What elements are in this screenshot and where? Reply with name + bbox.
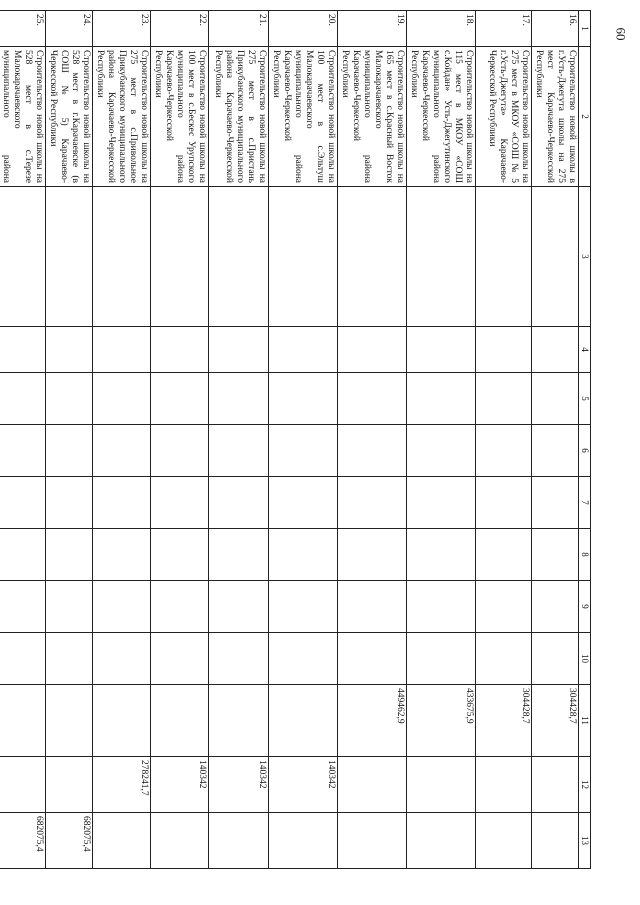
value-cell-9: [0, 581, 46, 633]
project-name-cell: Строительство новой школы на 528 мест в г.Карачаевске (в СОШ № 5) Карачаево-Черкесской Республики: [46, 47, 93, 187]
value-cell-5: [269, 373, 338, 425]
value-cell-7: [407, 477, 476, 529]
header-cell: 5: [579, 373, 591, 425]
row-number-cell: 19.: [338, 11, 407, 47]
value-cell-7: [151, 477, 209, 529]
header-cell: 13: [579, 813, 591, 869]
value-cell-12: 140342: [209, 757, 269, 813]
table-row: [476, 11, 532, 869]
value-cell-8: [46, 529, 93, 581]
value-cell-13: 682075,4: [46, 813, 93, 869]
table-row: [269, 11, 338, 869]
row-number-cell: 22.: [151, 11, 209, 47]
value-cell-5: [46, 373, 93, 425]
value-cell-6: [532, 425, 579, 477]
value-cell-10: [476, 633, 532, 685]
value-cell-11: 304428,7: [476, 685, 532, 757]
header-cell: 8: [579, 529, 591, 581]
value-cell-12: [476, 757, 532, 813]
value-cell-5: [151, 373, 209, 425]
value-cell-7: [532, 477, 579, 529]
value-cell-8: [476, 529, 532, 581]
table-row: [46, 11, 93, 869]
value-cell-9: [532, 581, 579, 633]
value-cell-6: [476, 425, 532, 477]
value-cell-10: [269, 633, 338, 685]
value-cell-10: [338, 633, 407, 685]
value-cell-7: [338, 477, 407, 529]
value-cell-8: [209, 529, 269, 581]
value-cell-11: 433675,9: [407, 685, 476, 757]
row-number-cell: 21.: [209, 11, 269, 47]
project-name-cell: Строительство новой школы на 100 мест в с.Бескес Урупского муниципального района Карачаево-Черкесской Республики: [151, 47, 209, 187]
value-cell-3: [338, 187, 407, 327]
value-cell-7: [0, 477, 46, 529]
table-row: [532, 11, 579, 869]
value-cell-5: [338, 373, 407, 425]
header-cell: 9: [579, 581, 591, 633]
table-row: [338, 11, 407, 869]
project-name-cell: Строительство новой школы на 275 мест в с.Пристань Прикубанского муниципального района Карачаево-Черкесской Республики: [209, 47, 269, 187]
value-cell-12: 278241,7: [93, 757, 151, 813]
row-number-cell: 23.: [93, 11, 151, 47]
value-cell-13: 682075,4: [0, 813, 46, 869]
project-name-cell: Строительство новой школы на 528 мест в с.Терезе Малокарачаевского муниципального района: [0, 47, 46, 187]
value-cell-9: [407, 581, 476, 633]
value-cell-13: [93, 813, 151, 869]
value-cell-3: [269, 187, 338, 327]
value-cell-6: [269, 425, 338, 477]
table-row: [151, 11, 209, 869]
value-cell-6: [209, 425, 269, 477]
value-cell-3: [407, 187, 476, 327]
value-cell-3: [532, 187, 579, 327]
table-row: [93, 11, 151, 869]
row-number-cell: 18.: [407, 11, 476, 47]
header-cell: 10: [579, 633, 591, 685]
value-cell-8: [407, 529, 476, 581]
value-cell-4: [532, 327, 579, 373]
value-cell-11: [209, 685, 269, 757]
value-cell-11: [93, 685, 151, 757]
value-cell-12: [0, 757, 46, 813]
value-cell-4: [93, 327, 151, 373]
header-cell: 11: [579, 685, 591, 757]
value-cell-9: [338, 581, 407, 633]
value-cell-10: [407, 633, 476, 685]
value-cell-10: [93, 633, 151, 685]
value-cell-6: [407, 425, 476, 477]
value-cell-3: [209, 187, 269, 327]
header-cell: 3: [579, 187, 591, 327]
value-cell-8: [269, 529, 338, 581]
value-cell-10: [151, 633, 209, 685]
header-cell: 4: [579, 327, 591, 373]
value-cell-6: [0, 425, 46, 477]
value-cell-12: 140342: [151, 757, 209, 813]
value-cell-6: [93, 425, 151, 477]
value-cell-4: [407, 327, 476, 373]
value-cell-4: [209, 327, 269, 373]
value-cell-12: 140342: [269, 757, 338, 813]
project-name-cell: Строительство новой школы на 275 мест в с.Привольное Прикубанского муниципального района Карачаево-Черкесской Республики: [93, 47, 151, 187]
value-cell-5: [209, 373, 269, 425]
header-cell: 7: [579, 477, 591, 529]
header-cell: 6: [579, 425, 591, 477]
value-cell-7: [209, 477, 269, 529]
value-cell-12: [532, 757, 579, 813]
value-cell-8: [532, 529, 579, 581]
value-cell-9: [269, 581, 338, 633]
value-cell-10: [46, 633, 93, 685]
value-cell-3: [151, 187, 209, 327]
value-cell-12: [338, 757, 407, 813]
table-row: [407, 11, 476, 869]
row-number-cell: 17.: [476, 11, 532, 47]
value-cell-5: [93, 373, 151, 425]
value-cell-11: 304428,7: [532, 685, 579, 757]
value-cell-7: [46, 477, 93, 529]
project-name-cell: Строительство новой школы на 165 мест в с.Красный Восток Малокарачаевского муниципального района Карачаево-Черкесской Республики: [338, 47, 407, 187]
value-cell-4: [0, 327, 46, 373]
value-cell-9: [93, 581, 151, 633]
value-cell-7: [269, 477, 338, 529]
value-cell-5: [476, 373, 532, 425]
project-name-cell: Строительство новой школы в г.Усть-Джегута школы на 275 мест Карачаево-Черкесской Республики: [532, 47, 579, 187]
value-cell-10: [532, 633, 579, 685]
value-cell-11: [269, 685, 338, 757]
value-cell-3: [93, 187, 151, 327]
header-cell: 2: [579, 47, 591, 187]
row-number-cell: 16.: [532, 11, 579, 47]
value-cell-13: [269, 813, 338, 869]
value-cell-13: [209, 813, 269, 869]
value-cell-7: [93, 477, 151, 529]
row-number-cell: 20.: [269, 11, 338, 47]
value-cell-4: [476, 327, 532, 373]
value-cell-9: [476, 581, 532, 633]
value-cell-4: [269, 327, 338, 373]
header-cell: 1: [579, 11, 591, 47]
value-cell-10: [0, 633, 46, 685]
project-name-cell: Строительство новой школы на 275 мест в МКОУ «СОШ № 5 г.Усть-Джегута» Карачаево-Черкесской Республики: [476, 47, 532, 187]
table-row: [209, 11, 269, 869]
row-number-cell: 25.: [0, 11, 46, 47]
value-cell-12: [407, 757, 476, 813]
value-cell-8: [151, 529, 209, 581]
value-cell-4: [338, 327, 407, 373]
value-cell-3: [0, 187, 46, 327]
investment-table: [0, 10, 591, 869]
table-row: [0, 11, 46, 869]
value-cell-8: [338, 529, 407, 581]
value-cell-11: 449462,9: [338, 685, 407, 757]
value-cell-13: [532, 813, 579, 869]
value-cell-8: [0, 529, 46, 581]
value-cell-11: [0, 685, 46, 757]
value-cell-8: [93, 529, 151, 581]
value-cell-13: [476, 813, 532, 869]
value-cell-5: [0, 373, 46, 425]
value-cell-13: [407, 813, 476, 869]
value-cell-13: [151, 813, 209, 869]
project-name-cell: Строительство новой школы на 100 мест в с.Эльтуш Малокарачаевского муниципального района Карачаево-Черкесской Республики: [269, 47, 338, 187]
value-cell-3: [476, 187, 532, 327]
value-cell-9: [209, 581, 269, 633]
page-number: 60: [613, 27, 628, 41]
table-body: [0, 11, 591, 869]
row-number-cell: 24.: [46, 11, 93, 47]
value-cell-9: [46, 581, 93, 633]
value-cell-9: [151, 581, 209, 633]
value-cell-12: [46, 757, 93, 813]
value-cell-4: [151, 327, 209, 373]
rotated-table-frame: [1, 10, 591, 868]
value-cell-5: [407, 373, 476, 425]
value-cell-11: [46, 685, 93, 757]
header-row: [579, 11, 591, 869]
table-container: [1, 10, 591, 868]
value-cell-4: [46, 327, 93, 373]
value-cell-5: [532, 373, 579, 425]
value-cell-3: [46, 187, 93, 327]
value-cell-6: [46, 425, 93, 477]
value-cell-11: [151, 685, 209, 757]
project-name-cell: Строительство новой школы на 115 мест в МКОУ «СОШ с.Койдан» Усть-Джегутинского муниципального района Карачаево-Черкесской Республики: [407, 47, 476, 187]
value-cell-10: [209, 633, 269, 685]
value-cell-6: [151, 425, 209, 477]
value-cell-13: [338, 813, 407, 869]
header-cell: 12: [579, 757, 591, 813]
value-cell-7: [476, 477, 532, 529]
value-cell-6: [338, 425, 407, 477]
